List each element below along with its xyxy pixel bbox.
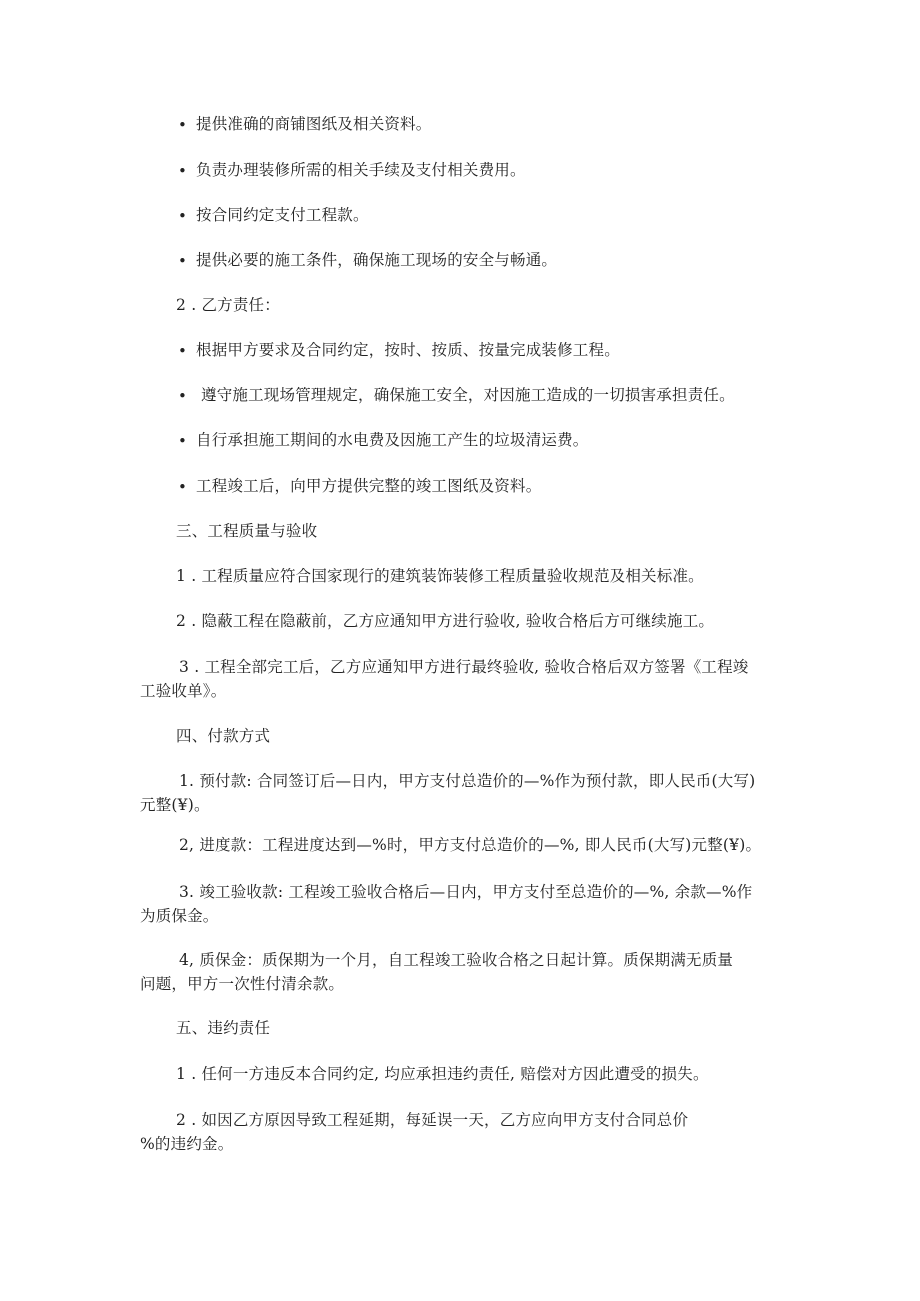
party-b-item-1: 根据甲方要求及合同约定，按时、按质、按量完成装修工程。 — [196, 341, 620, 359]
bullet-marker: • — [178, 342, 187, 360]
section-5-para-2-line-1: 2 . 如因乙方原因导致工程延期，每延误一天，乙方应向甲方支付合同总价 — [176, 1111, 689, 1129]
section-4-para-3-line-1: 3. 竣工验收款: 工程竣工验收合格后—日内，甲方支付至总造价的—%, 余款—%作 — [179, 883, 753, 901]
party-b-item-4: 工程竣工后，向甲方提供完整的竣工图纸及资料。 — [196, 477, 542, 495]
bullet-marker: • — [178, 162, 187, 180]
section-4-para-4-line-1: 4, 质保金：质保期为一个月，自工程竣工验收合格之日起计算。质保期满无质量 — [179, 951, 734, 969]
bullet-marker: • — [178, 387, 187, 405]
section-3-para-2: 2 . 隐蔽工程在隐蔽前，乙方应通知甲方进行验收, 验收合格后方可继续施工。 — [176, 612, 715, 630]
section-4-para-1-line-2: 元整(¥)。 — [140, 796, 210, 814]
bullet-marker: • — [178, 252, 187, 270]
section-5-para-1: 1 . 任何一方违反本合同约定, 均应承担违约责任, 赔偿对方因此遭受的损失。 — [176, 1065, 709, 1083]
section-4-para-2: 2, 进度款：工程进度达到—%时，甲方支付总造价的—%, 即人民币(大写)元整(¥)。 — [179, 836, 762, 854]
section-4-para-3-line-2: 为质保金。 — [140, 907, 219, 925]
party-b-item-3: 自行承担施工期间的水电费及因施工产生的垃圾清运费。 — [196, 431, 589, 449]
bullet-marker: • — [178, 207, 187, 225]
party-b-heading: 2 . 乙方责任： — [176, 296, 280, 314]
bullet-marker: • — [178, 116, 187, 134]
section-3-para-3-line-2: 工验收单》。 — [140, 682, 227, 700]
party-a-item-1: 提供准确的商铺图纸及相关资料。 — [196, 115, 432, 133]
section-4-para-4-line-2: 问题，甲方一次性付清余款。 — [140, 975, 345, 993]
section-4-para-1-line-1: 1. 预付款: 合同签订后—日内，甲方支付总造价的—%作为预付款，即人民币(大写) — [179, 772, 756, 790]
section-3-title: 三、工程质量与验收 — [176, 522, 318, 540]
bullet-marker: • — [178, 432, 187, 450]
party-a-item-3: 按合同约定支付工程款。 — [196, 206, 369, 224]
bullet-marker: • — [178, 478, 187, 496]
section-4-title: 四、付款方式 — [176, 727, 271, 745]
section-5-para-2-line-2: %的违约金。 — [140, 1135, 234, 1153]
section-3-para-3-line-1: 3 . 工程全部完工后，乙方应通知甲方进行最终验收, 验收合格后双方签署《工程竣 — [179, 658, 749, 676]
party-b-item-2: 遵守施工现场管理规定，确保施工安全，对因施工造成的一切损害承担责任。 — [201, 386, 735, 404]
section-3-para-1: 1 . 工程质量应符合国家现行的建筑装饰装修工程质量验收规范及相关标准。 — [176, 567, 704, 585]
party-a-item-4: 提供必要的施工条件，确保施工现场的安全与畅通。 — [196, 251, 558, 269]
section-5-title: 五、违约责任 — [176, 1019, 271, 1037]
party-a-item-2: 负责办理装修所需的相关手续及支付相关费用。 — [196, 161, 526, 179]
